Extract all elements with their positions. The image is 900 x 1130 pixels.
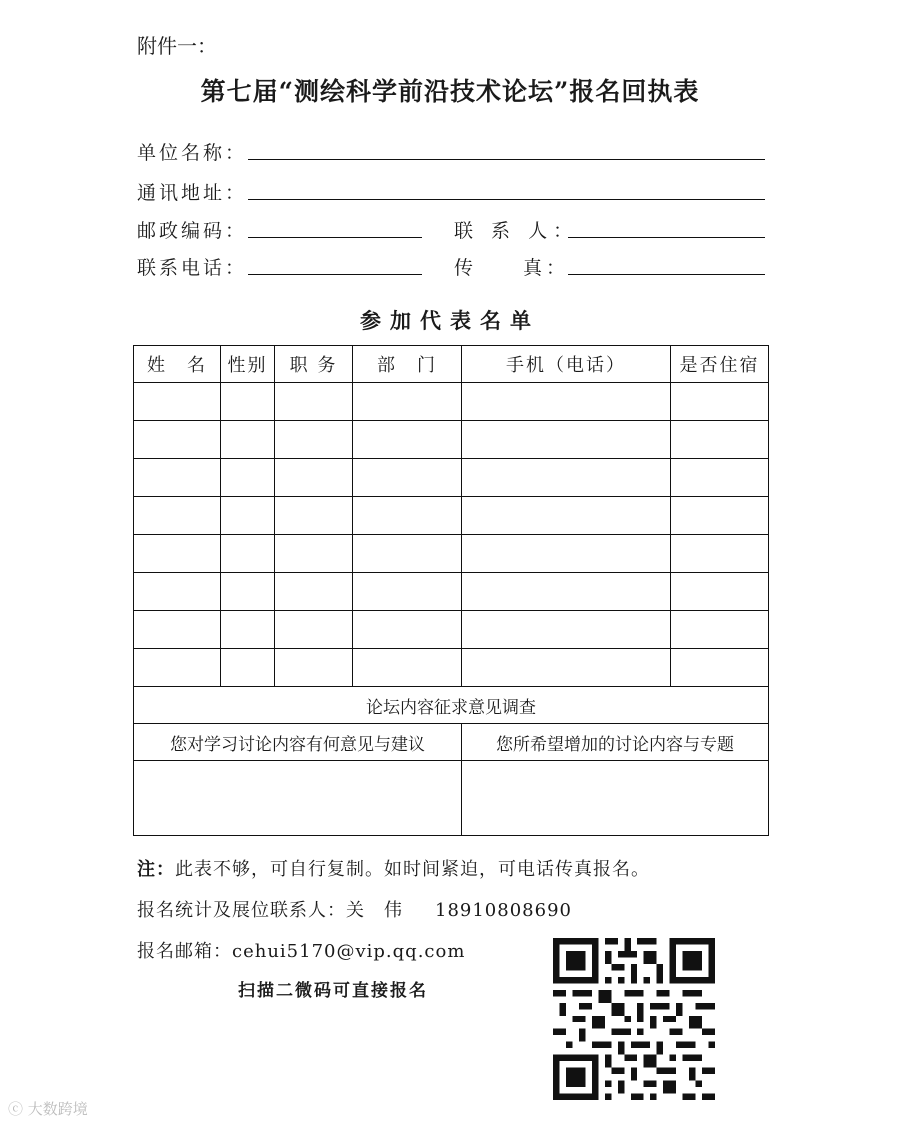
table-cell[interactable] xyxy=(134,611,221,649)
contact-line xyxy=(137,896,572,922)
table-cell[interactable] xyxy=(671,611,769,649)
scan-qr-text: 扫描二微码可直接报名 xyxy=(238,981,428,1001)
table-cell[interactable] xyxy=(134,383,221,421)
table-cell[interactable] xyxy=(275,535,353,573)
delegate-list-title: 参加代表名单 xyxy=(360,308,540,333)
table-row xyxy=(134,383,769,421)
table-row xyxy=(134,535,769,573)
survey-answer-row xyxy=(134,761,769,836)
fax-field[interactable] xyxy=(568,274,765,275)
unit-name-label: 单位名称： xyxy=(137,142,248,164)
table-cell[interactable] xyxy=(221,649,275,687)
table-cell[interactable] xyxy=(353,497,462,535)
table-cell[interactable] xyxy=(671,535,769,573)
table-cell[interactable] xyxy=(671,497,769,535)
table-cell[interactable] xyxy=(462,383,671,421)
table-cell[interactable] xyxy=(221,573,275,611)
table-cell[interactable] xyxy=(134,573,221,611)
header-gender: 性别 xyxy=(221,346,275,383)
table-cell[interactable] xyxy=(671,459,769,497)
contact-person-field[interactable] xyxy=(568,237,765,238)
table-cell[interactable] xyxy=(462,535,671,573)
note-label: 注： xyxy=(137,859,175,880)
header-position: 职 务 xyxy=(275,346,353,383)
phone-field[interactable] xyxy=(248,274,422,275)
table-cell[interactable] xyxy=(275,383,353,421)
table-cell[interactable] xyxy=(221,535,275,573)
table-cell[interactable] xyxy=(221,611,275,649)
table-header-row xyxy=(134,346,769,383)
survey-answer-suggestions[interactable] xyxy=(134,761,462,836)
table-cell[interactable] xyxy=(134,459,221,497)
table-cell[interactable] xyxy=(671,421,769,459)
survey-answer-topics[interactable] xyxy=(462,761,769,836)
table-cell[interactable] xyxy=(353,573,462,611)
header-name: 姓 名 xyxy=(134,346,221,383)
table-cell[interactable] xyxy=(353,421,462,459)
table-cell[interactable] xyxy=(671,649,769,687)
watermark xyxy=(8,1098,88,1119)
table-cell[interactable] xyxy=(221,497,275,535)
table-cell[interactable] xyxy=(462,649,671,687)
table-cell[interactable] xyxy=(462,421,671,459)
phone-label: 联系电话： xyxy=(137,257,248,279)
email-label: 报名邮箱： xyxy=(137,941,232,962)
header-lodging: 是否住宿 xyxy=(671,346,769,383)
address-field[interactable] xyxy=(248,199,765,200)
watermark-text: 大数跨境 xyxy=(27,1100,88,1118)
qr-code[interactable] xyxy=(553,938,715,1100)
table-cell[interactable] xyxy=(275,421,353,459)
email-line xyxy=(137,937,465,963)
table-cell[interactable] xyxy=(462,497,671,535)
table-cell[interactable] xyxy=(134,421,221,459)
header-department: 部 门 xyxy=(353,346,462,383)
unit-name-field[interactable] xyxy=(248,159,765,160)
survey-question-suggestions: 您对学习讨论内容有何意见与建议 xyxy=(134,724,462,761)
table-cell[interactable] xyxy=(275,459,353,497)
delegate-table xyxy=(133,345,769,836)
table-cell[interactable] xyxy=(353,611,462,649)
survey-title: 论坛内容征求意见调查 xyxy=(134,687,769,724)
table-cell[interactable] xyxy=(353,535,462,573)
table-cell[interactable] xyxy=(221,459,275,497)
survey-question-row xyxy=(134,724,769,761)
table-row xyxy=(134,611,769,649)
table-row xyxy=(134,421,769,459)
contact-person-label: 联 系 人： xyxy=(454,220,579,242)
survey-question-topics: 您所希望增加的讨论内容与专题 xyxy=(462,724,769,761)
table-cell[interactable] xyxy=(221,383,275,421)
table-cell[interactable] xyxy=(671,383,769,421)
table-cell[interactable] xyxy=(134,649,221,687)
email-address[interactable]: cehui5170@vip.qq.com xyxy=(232,941,466,962)
table-cell[interactable] xyxy=(134,535,221,573)
table-cell[interactable] xyxy=(134,497,221,535)
table-cell[interactable] xyxy=(671,573,769,611)
table-cell[interactable] xyxy=(221,421,275,459)
address-label: 通讯地址： xyxy=(137,182,248,204)
form-title: 第七届“测绘科学前沿技术论坛”报名回执表 xyxy=(200,77,700,106)
postcode-field[interactable] xyxy=(248,237,422,238)
survey-title-row xyxy=(134,687,769,724)
table-row xyxy=(134,573,769,611)
contact-label: 报名统计及展位联系人：关 伟 xyxy=(137,900,403,921)
table-cell[interactable] xyxy=(275,611,353,649)
table-row xyxy=(134,497,769,535)
fax-label: 传 真： xyxy=(454,257,570,279)
table-cell[interactable] xyxy=(353,649,462,687)
note-text: 此表不够，可自行复制。如时间紧迫，可电话传真报名。 xyxy=(175,859,650,880)
header-phone: 手机（电话） xyxy=(462,346,671,383)
table-cell[interactable] xyxy=(462,459,671,497)
table-row xyxy=(134,459,769,497)
table-cell[interactable] xyxy=(353,459,462,497)
attachment-label: 附件一： xyxy=(137,34,217,58)
table-cell[interactable] xyxy=(275,497,353,535)
table-cell[interactable] xyxy=(275,649,353,687)
table-cell[interactable] xyxy=(275,573,353,611)
postcode-label: 邮政编码： xyxy=(137,220,248,242)
note xyxy=(137,855,650,881)
table-cell[interactable] xyxy=(462,611,671,649)
table-row xyxy=(134,649,769,687)
table-cell[interactable] xyxy=(462,573,671,611)
contact-phone: 18910808690 xyxy=(435,900,572,921)
table-cell[interactable] xyxy=(353,383,462,421)
watermark-logo-icon: ⓒ xyxy=(8,1100,28,1118)
